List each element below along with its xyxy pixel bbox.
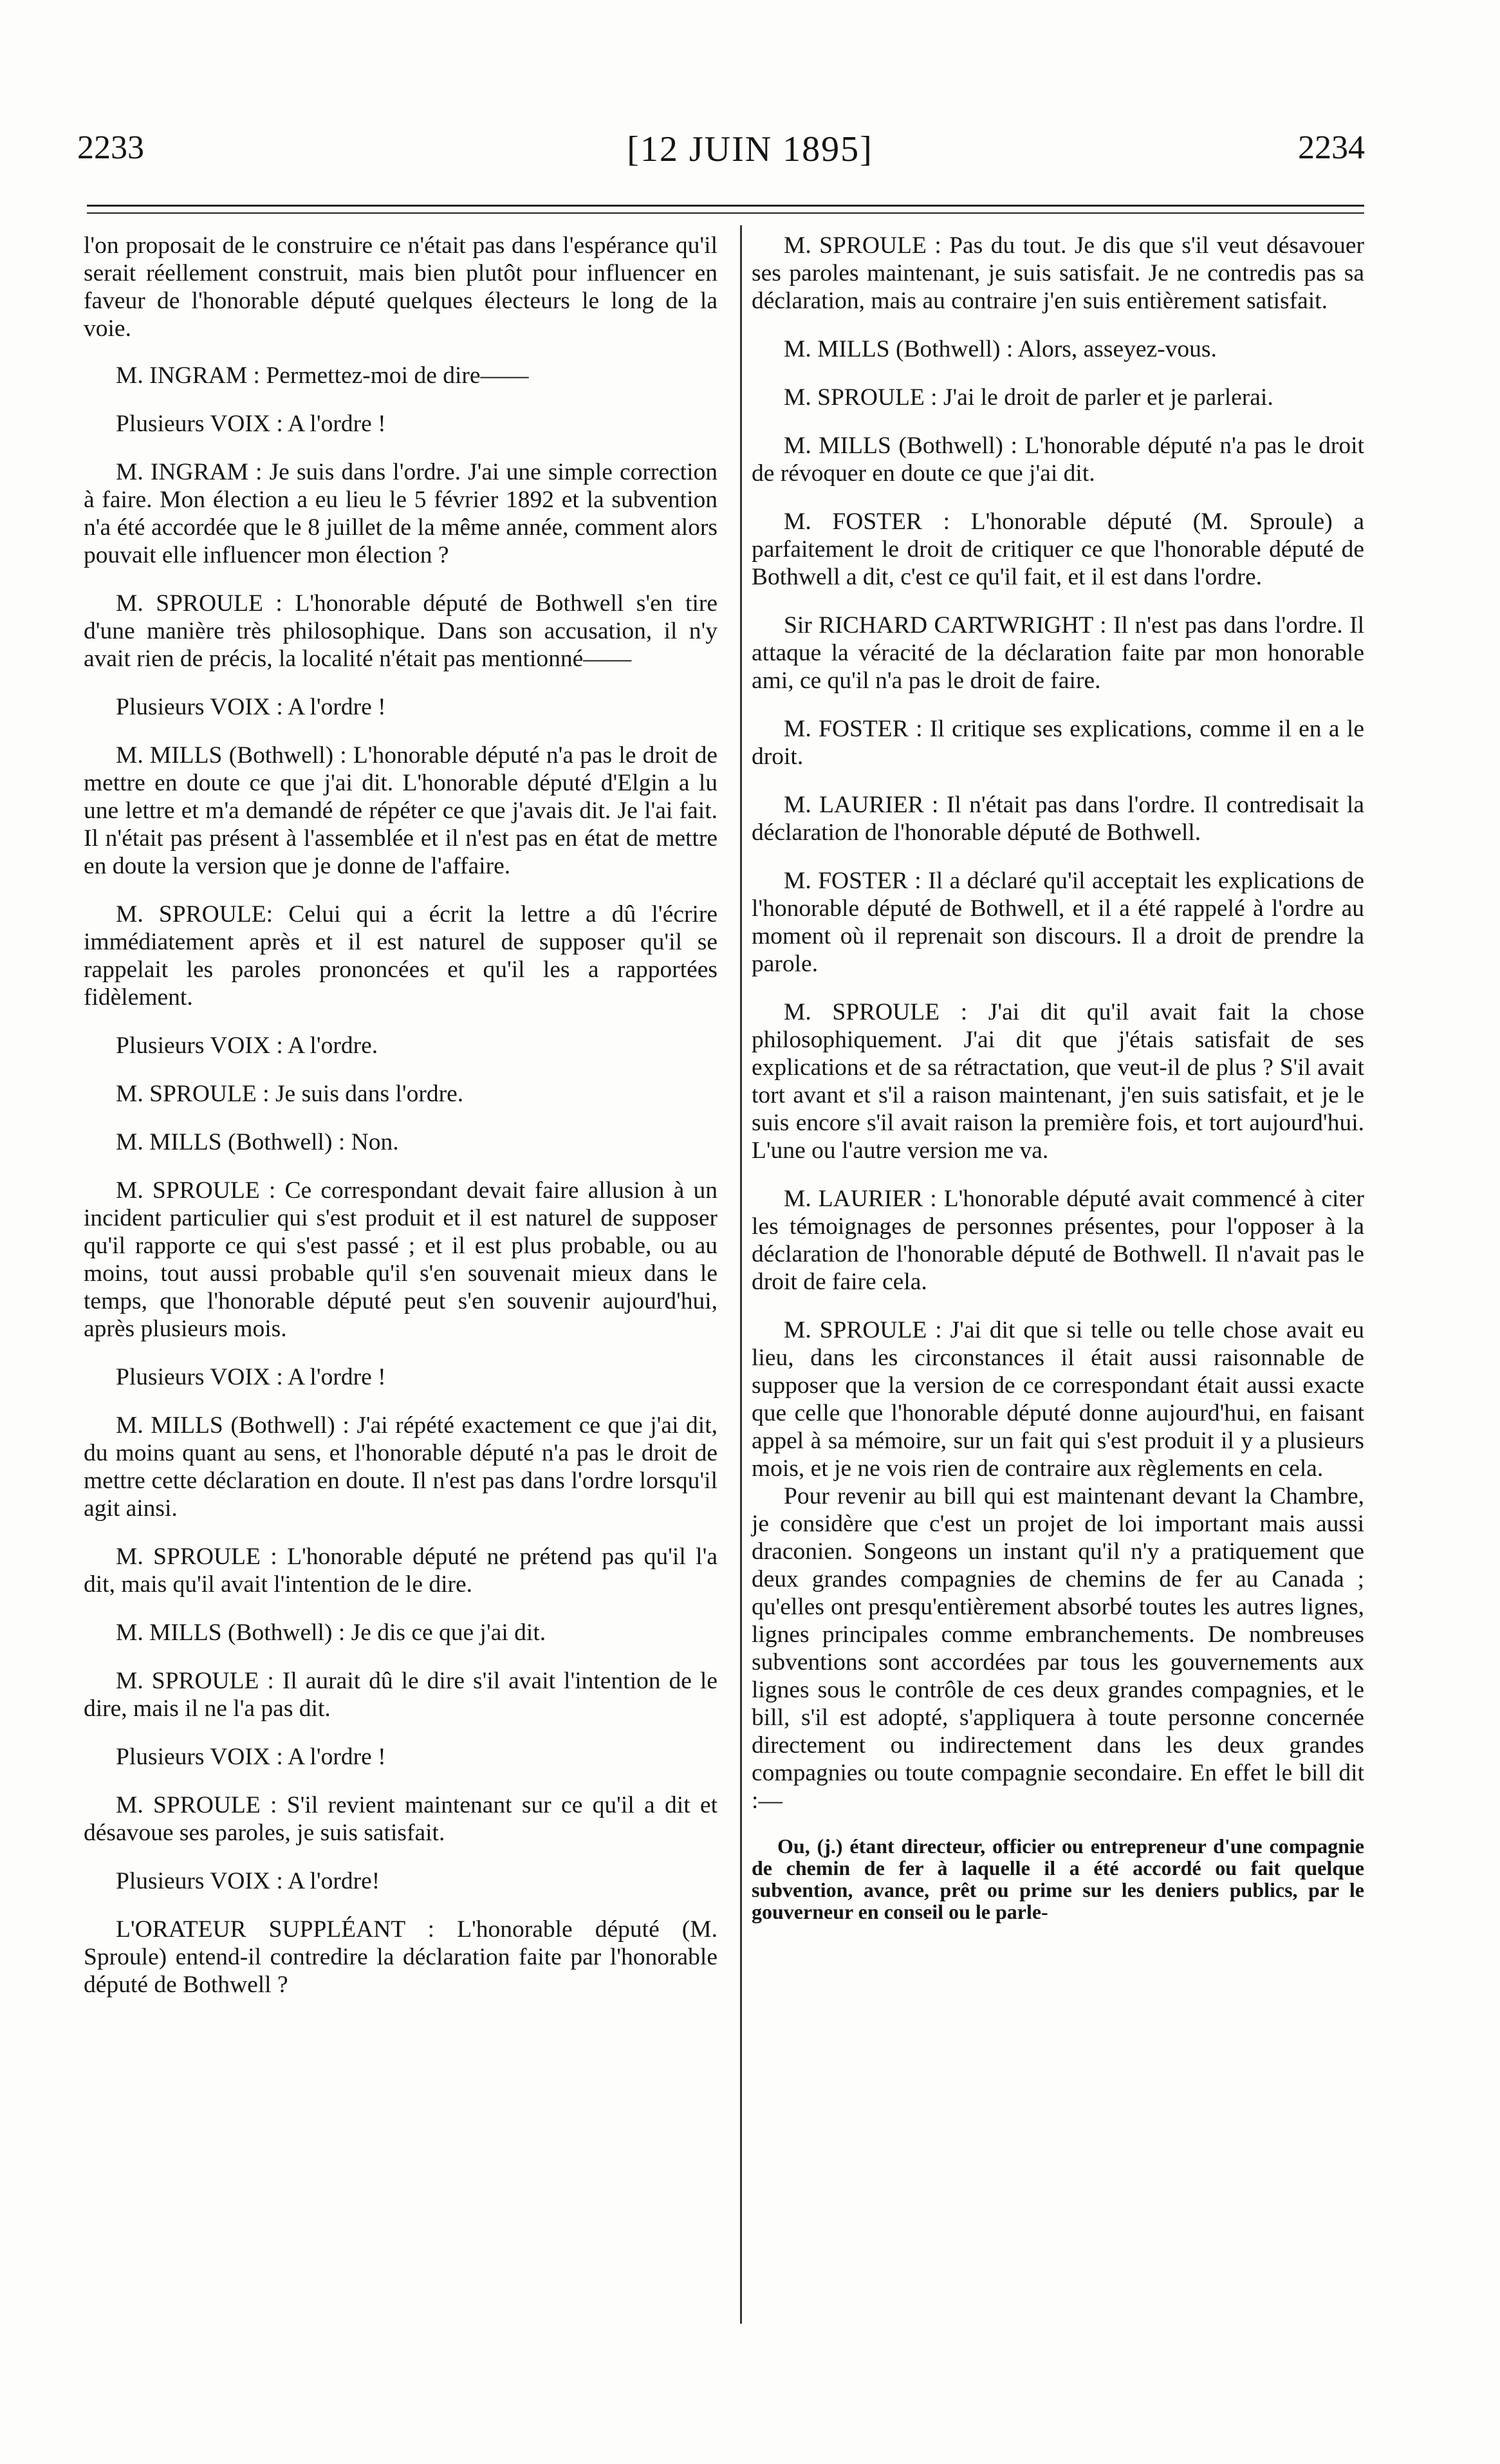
paragraph: M. INGRAM : Permettez-moi de dire—— [116, 362, 529, 389]
paragraph: Plusieurs VOIX : A l'ordre ! [116, 1364, 386, 1390]
paragraph: Plusieurs VOIX : A l'ordre ! [116, 1744, 386, 1770]
paragraph: M. SPROULE : S'il revient maintenant sur ce qu'il a dit et désavoue ses paroles, je suis satisfait. [84, 1792, 718, 1846]
paragraph: l'on proposait de le construire ce n'était pas dans l'espérance qu'il serait réellement construit, mais bien plutôt pour influencer en faveur de l'honorable député quelques électeurs le long de la voie. [84, 232, 718, 342]
page-date: [12 JUIN 1895] [627, 129, 873, 169]
paragraph: Plusieurs VOIX : A l'ordre ! [116, 694, 386, 720]
page-number-right: 2234 [1298, 129, 1365, 166]
paragraph: M. INGRAM : Je suis dans l'ordre. J'ai une simple correction à faire. Mon élection a eu lieu le 5 février 1892 et la subvention n'a été accordée que le 8 juillet de la même année, comment alors pouvait elle influencer mon élection ? [84, 459, 718, 568]
paragraph: M. SPROULE: Celui qui a écrit la lettre a dû l'écrire immédiatement après et il est naturel de supposer qu'il se rappelait les paroles prononcées et qu'il les a rapportées fidèlement. [84, 901, 718, 1011]
paragraph: M. MILLS (Bothwell) : L'honorable député n'a pas le droit de mettre en doute ce que j'ai dit. L'honorable député d'Elgin a lu une lettre et m'a demandé de répéter ce que j'avais dit. Je l'ai fait. Il n'était pas présent à l'assemblée et il n'est pas en état de mettre en doute la version que je donne de l'affaire. [84, 742, 718, 879]
paragraph: M. FOSTER : L'honorable député (M. Sproule) a parfaitement le droit de critiquer ce que l'honorable député de Bothwell a dit, c'est ce qu'il fait, et il est dans l'ordre. [752, 509, 1364, 590]
paragraph: M. SPROULE : Il aurait dû le dire s'il avait l'intention de le dire, mais il ne l'a pas dit. [84, 1668, 718, 1722]
right-column [752, 232, 1364, 1943]
paragraph: Plusieurs VOIX : A l'ordre ! [116, 411, 386, 437]
paragraph: M. SPROULE : Pas du tout. Je dis que s'il veut désavouer ses paroles maintenant, je suis satisfait. Je ne contredis pas sa déclaration, mais au contraire j'en suis entièrement satisfait. [752, 232, 1364, 314]
paragraph: M. SPROULE : Je suis dans l'ordre. [116, 1081, 464, 1107]
paragraph: M. FOSTER : Il critique ses explications, comme il en a le droit. [752, 716, 1364, 770]
paragraph: Sir RICHARD CARTWRIGHT : Il n'est pas dans l'ordre. Il attaque la véracité de la déclaration faite par mon honorable ami, ce qu'il n'a pas le droit de faire. [752, 612, 1364, 694]
paragraph: Plusieurs VOIX : A l'ordre! [116, 1868, 380, 1894]
paragraph: M. MILLS (Bothwell) : L'honorable député n'a pas le droit de révoquer en doute ce que j'ai dit. [752, 433, 1364, 487]
paragraph: M. MILLS (Bothwell) : Je dis ce que j'ai dit. [116, 1619, 546, 1646]
column-divider [740, 225, 742, 2324]
paragraph: M. MILLS (Bothwell) : J'ai répété exactement ce que j'ai dit, du moins quant au sens, et l'honorable député n'a pas le droit de mettre cette déclaration en doute. Il n'est pas dans l'ordre lorsqu'il agit ainsi. [84, 1412, 718, 1522]
paragraph: M. SPROULE : Ce correspondant devait faire allusion à un incident particulier qui s'est produit et il est naturel de supposer qu'il rapporte ce qui s'est passé ; et il est plus probable, ou au moins, tout aussi probable qu'il s'en souvenait mieux dans le temps, que l'honorable député peut s'en souvenir aujourd'hui, après plusieurs mois. [84, 1177, 718, 1342]
header-rule-bottom [87, 212, 1364, 214]
paragraph: M. MILLS (Bothwell) : Alors, asseyez-vous. [784, 336, 1217, 362]
paragraph: M. FOSTER : Il a déclaré qu'il acceptait les explications de l'honorable député de Bothwell, et il a été rappelé à l'ordre au moment où il reprenait son discours. Il a droit de prendre la parole. [752, 868, 1364, 977]
header-rule-top [87, 205, 1364, 207]
page-number-left: 2233 [77, 129, 144, 166]
page-header [0, 129, 1500, 180]
paragraph: M. LAURIER : L'honorable député avait commencé à citer les témoignages de personnes présentes, pour l'opposer à la déclaration de l'honorable député de Bothwell. Il n'avait pas le droit de faire cela. [752, 1186, 1364, 1295]
paragraph: Pour revenir au bill qui est maintenant devant la Chambre, je considère que c'est un projet de loi important mais aussi draconien. Songeons un instant qu'il n'y a pratiquement que deux grandes compagnies de chemins de fer au Canada ; qu'elles ont presqu'entièrement absorbé toutes les autres lignes, lignes principales comme embranchements. De nombreuses subventions sont accordées par tous les gouvernements aux lignes sous le contrôle de ces deux grandes compagnies, et le bill, s'il est adopté, s'appliquera à toute personne concernée directement ou indirectement dans les deux grandes compagnies ou toute compagnie secondaire. En effet le bill dit :— [752, 1483, 1364, 1814]
left-column [84, 232, 718, 2019]
paragraph: M. SPROULE : J'ai dit que si telle ou telle chose avait eu lieu, dans les circonstances il était aussi raisonnable de supposer que la version de ce correspondant était aussi exacte que celle que l'honorable député donne aujourd'hui, en faisant appel à sa mémoire, sur un fait qui s'est produit il y a plusieurs mois, et je ne vois rien de contraire aux règlements en cela. [752, 1317, 1364, 1482]
paragraph: L'ORATEUR SUPPLÉANT : L'honorable député (M. Sproule) entend-il contredire la déclaration faite par l'honorable député de Bothwell ? [84, 1916, 718, 1998]
paragraph: M. LAURIER : Il n'était pas dans l'ordre. Il contredisait la déclaration de l'honorable député de Bothwell. [752, 792, 1364, 846]
paragraph: M. SPROULE : L'honorable député de Bothwell s'en tire d'une manière très philosophique. Dans son accusation, il n'y avait rien de précis, la localité n'était pas mentionné—— [84, 590, 718, 672]
paragraph: M. SPROULE : L'honorable député ne prétend pas qu'il l'a dit, mais qu'il avait l'intention de le dire. [84, 1544, 718, 1598]
quoted-bill-text: Ou, (j.) étant directeur, officier ou entrepreneur d'une compagnie de chemin de fer à laquelle il a été accordé ou fait quelque subvention, avance, prêt ou prime sur les deniers publics, par le gouverneur en conseil ou le parle- [752, 1834, 1364, 1923]
paragraph: Plusieurs VOIX : A l'ordre. [116, 1032, 378, 1059]
paragraph: M. MILLS (Bothwell) : Non. [116, 1129, 399, 1155]
paragraph: M. SPROULE : J'ai dit qu'il avait fait la chose philosophiquement. J'ai dit que j'étais satisfait de ses explications et de sa rétractation, que veut-il de plus ? S'il avait tort avant et s'il a raison maintenant, j'en suis satisfait, et je le suis encore s'il avait raison la première fois, et tort aujourd'hui. L'une ou l'autre version me va. [752, 999, 1364, 1164]
paragraph: M. SPROULE : J'ai le droit de parler et je parlerai. [784, 384, 1273, 411]
